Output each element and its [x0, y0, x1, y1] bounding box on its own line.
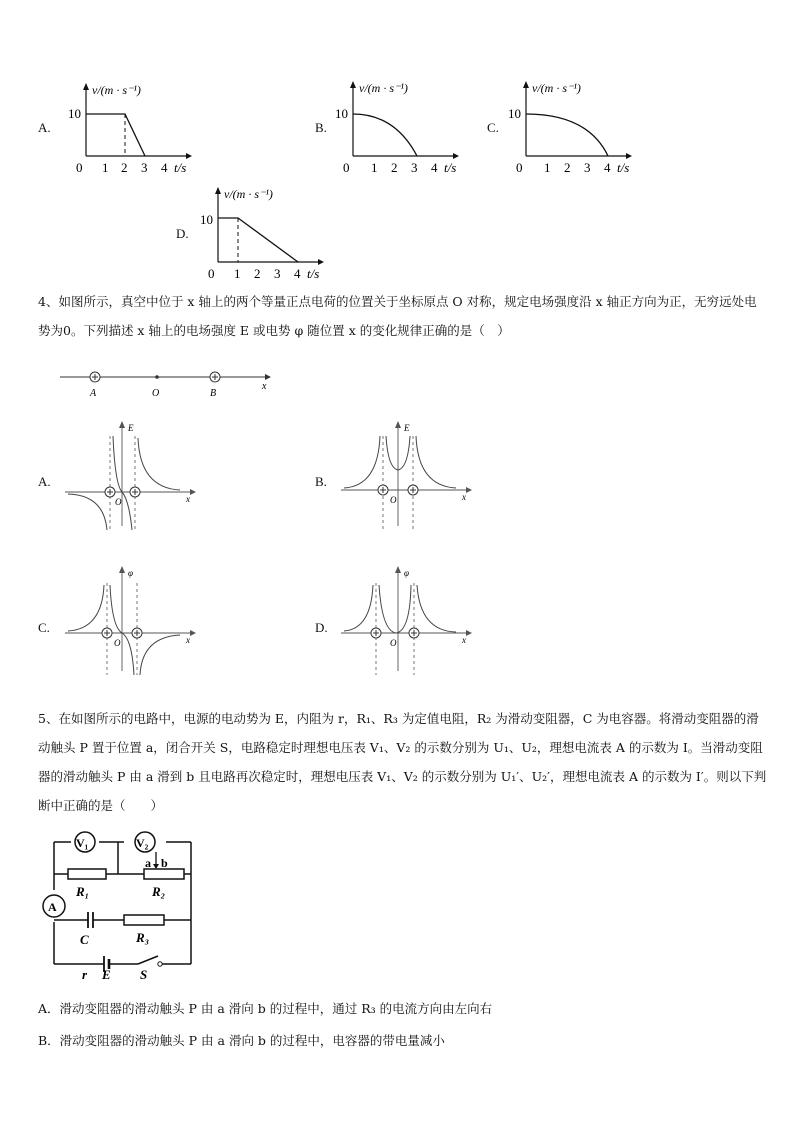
svg-text:t/s: t/s [307, 266, 320, 281]
svg-text:v/(m · s⁻¹): v/(m · s⁻¹) [532, 81, 581, 95]
svg-text:x: x [462, 492, 466, 502]
q3-graph-b [335, 78, 470, 175]
svg-text:t/s: t/s [617, 160, 630, 175]
svg-text:E: E [128, 423, 134, 433]
svg-text:v/(m · s⁻¹): v/(m · s⁻¹) [359, 81, 408, 95]
q3-graph-d [200, 184, 335, 281]
svg-text:4: 4 [294, 266, 301, 281]
svg-text:1: 1 [234, 266, 241, 281]
q3-option-a-label: A. [38, 120, 51, 135]
svg-text:O: O [390, 495, 397, 505]
q3-a-ylabel: v/(m · s⁻¹) [92, 83, 141, 97]
svg-text:3: 3 [584, 160, 591, 175]
svg-text:0: 0 [343, 160, 350, 175]
svg-text:V₂: V₂ [136, 836, 149, 850]
svg-text:1: 1 [544, 160, 551, 175]
svg-text:x: x [262, 381, 267, 392]
svg-text:C: C [80, 932, 89, 947]
svg-text:B: B [210, 388, 217, 399]
svg-text:E: E [102, 967, 111, 982]
q5-answer-a: A．滑动变阻器的滑动触头 P 由 a 滑向 b 的过程中，通过 R₃ 的电流方向由左向右 [38, 1001, 493, 1016]
q5-answer-b: B．滑动变阻器的滑动触头 P 由 a 滑向 b 的过程中，电容器的带电量减小 [38, 1033, 445, 1048]
q4-axis-diagram [55, 366, 285, 402]
svg-text:3: 3 [141, 160, 148, 175]
svg-text:2: 2 [254, 266, 261, 281]
svg-text:v/(m · s⁻¹): v/(m · s⁻¹) [224, 187, 273, 201]
q3-graph-a [70, 80, 200, 175]
q4-option-b-label: B. [315, 474, 327, 489]
q4-option-c-label: C. [38, 620, 50, 635]
q5-circuit-diagram [36, 832, 206, 980]
svg-text:A: A [90, 388, 97, 399]
svg-text:O: O [115, 497, 122, 507]
svg-text:O: O [114, 638, 121, 648]
q4-option-a-label: A. [38, 474, 51, 489]
svg-text:10: 10 [508, 106, 521, 121]
svg-text:R₂: R₂ [152, 884, 166, 899]
svg-text:E: E [404, 423, 410, 433]
svg-text:O: O [390, 638, 397, 648]
svg-text:1: 1 [371, 160, 378, 175]
svg-text:A: A [48, 900, 57, 914]
svg-text:x: x [462, 635, 466, 645]
svg-text:1: 1 [102, 160, 109, 175]
q3-option-d-label: D. [176, 226, 189, 241]
q5-text: 5、在如图所示的电路中，电源的电动势为 E，内阻为 r，R₁、R₃ 为定值电阻，R₂ 为滑动变阻器，C 为电容器。将滑动变阻器的滑动触头 P 置于位置 a，闭合开关 S，电路稳定时理想电压表 V₁、V₂ 的示数分别为 U₁、U₂，理想电流表 A 的示数为 I。当滑动变阻器的滑动触头 P 由 a 滑到 b 且电路再次稳定时，理想电压表 V₁、V₂ 的示数分别为 U₁′、U₂′，理想电流表 A 的示数为 I′。则以下判断中正确的是（ ） [38, 711, 767, 813]
q4-graph-d [336, 563, 476, 678]
svg-text:3: 3 [411, 160, 418, 175]
q3-a-ytick: 10 [68, 106, 81, 121]
svg-text:2: 2 [391, 160, 398, 175]
svg-text:r: r [82, 967, 88, 982]
svg-text:2: 2 [564, 160, 571, 175]
svg-text:S: S [140, 967, 148, 982]
svg-text:0: 0 [516, 160, 523, 175]
svg-text:t/s: t/s [444, 160, 457, 175]
svg-text:R₁: R₁ [76, 884, 90, 899]
q4-graph-a [60, 418, 200, 533]
svg-text:4: 4 [431, 160, 438, 175]
svg-text:O: O [152, 388, 160, 399]
svg-text:4: 4 [604, 160, 611, 175]
svg-text:2: 2 [121, 160, 128, 175]
q4-graph-b [336, 418, 476, 533]
svg-text:x: x [186, 494, 190, 504]
svg-text:x: x [186, 635, 190, 645]
q4-option-d-label: D. [315, 620, 328, 635]
svg-text:3: 3 [274, 266, 281, 281]
q3-option-b-label: B. [315, 120, 327, 135]
svg-text:b: b [161, 856, 168, 870]
svg-text:a: a [145, 856, 151, 870]
svg-text:10: 10 [200, 212, 213, 227]
q4-graph-c [60, 563, 200, 678]
q4-text: 4、如图所示，真空中位于 x 轴上的两个等量正点电荷的位置关于坐标原点 O 对称，规定电场强度沿 x 轴正方向为正，无穷远处电势为0。下列描述 x 轴上的电场强度 E 或电势 φ 随位置 x 的变化规律正确的是（ ） [38, 294, 757, 338]
svg-text:R₃: R₃ [136, 930, 150, 945]
svg-text:φ: φ [128, 568, 133, 578]
svg-text:t/s: t/s [174, 160, 187, 175]
svg-text:0: 0 [76, 160, 83, 175]
q3-graph-c [508, 78, 643, 175]
svg-text:φ: φ [404, 568, 409, 578]
svg-text:10: 10 [335, 106, 348, 121]
svg-text:V₁: V₁ [76, 836, 89, 850]
q3-option-c-label: C. [487, 120, 499, 135]
svg-text:4: 4 [161, 160, 168, 175]
svg-text:0: 0 [208, 266, 215, 281]
